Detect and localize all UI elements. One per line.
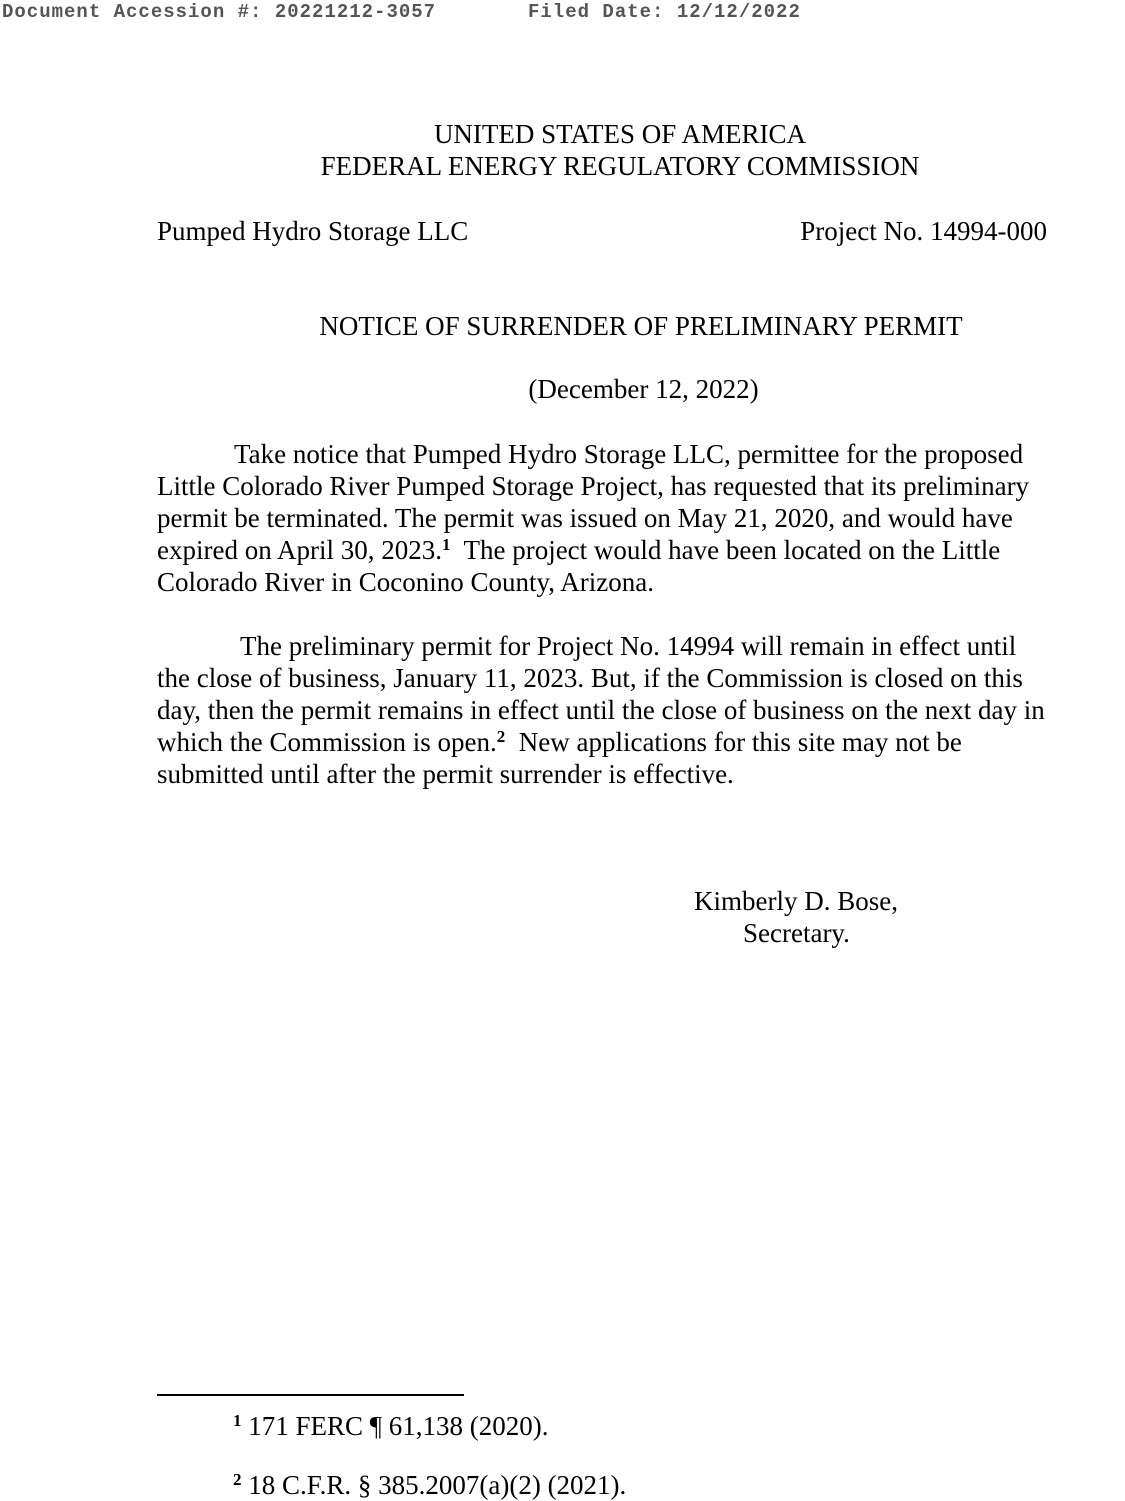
signature-block — [694, 885, 898, 949]
footnote-ref-2[interactable]: 2 — [496, 727, 506, 746]
paragraph-2 — [157, 630, 1077, 790]
paragraph-text: The project would have been located on the Little — [450, 535, 1001, 565]
notice-title: NOTICE OF SURRENDER OF PRELIMINARY PERMIT — [319, 311, 963, 341]
paragraph-line: permit be terminated. The permit was issued on May 21, 2020, and would have — [157, 503, 1013, 533]
paragraph-line: The preliminary permit for Project No. 14994 will remain in effect until — [240, 631, 1017, 661]
paragraph-text: which the Commission is open. — [157, 727, 497, 757]
header-agency: FEDERAL ENERGY REGULATORY COMMISSION — [320, 151, 920, 181]
paragraph-line — [157, 726, 1077, 758]
paragraph-text: expired on April 30, 2023. — [157, 535, 442, 565]
footnote-number: 2 — [233, 1470, 242, 1489]
paragraph-line: Colorado River in Coconino County, Arizona. — [157, 567, 654, 597]
paragraph-line — [157, 534, 1077, 566]
footnote-text: 171 FERC ¶ 61,138 (2020). — [241, 1411, 549, 1441]
footnote-number: 1 — [233, 1411, 242, 1430]
paragraph-line: day, then the permit remains in effect until the close of business on the next day in — [157, 695, 1045, 725]
paragraph-line: Little Colorado River Pumped Storage Project, has requested that its preliminary — [157, 471, 1030, 501]
party-name: Pumped Hydro Storage LLC — [157, 216, 469, 246]
paragraph-line: submitted until after the permit surrender is effective. — [157, 759, 734, 789]
footnote-divider — [157, 1394, 464, 1396]
paragraph-text: New applications for this site may not be — [505, 727, 962, 757]
footnote-text: 18 C.F.R. § 385.2007(a)(2) (2021). — [241, 1470, 627, 1500]
paragraph-line: the close of business, January 11, 2023. But, if the Commission is closed on this — [157, 663, 1023, 693]
footnote-ref-1[interactable]: 1 — [441, 535, 451, 554]
project-number: Project No. 14994-000 — [800, 216, 1047, 246]
accession-number: Document Accession #: 20221212-3057 — [2, 1, 437, 23]
header-country: UNITED STATES OF AMERICA — [433, 119, 807, 149]
paragraph-1 — [157, 438, 1077, 598]
filed-date: Filed Date: 12/12/2022 — [528, 1, 801, 23]
signer-name: Kimberly D. Bose, — [694, 886, 898, 916]
footnote-2 — [233, 1469, 626, 1501]
notice-date: (December 12, 2022) — [528, 374, 759, 404]
footnote-1 — [233, 1410, 549, 1442]
signer-title: Secretary. — [743, 918, 850, 948]
paragraph-line: Take notice that Pumped Hydro Storage LLC, permittee for the proposed — [234, 439, 1024, 469]
